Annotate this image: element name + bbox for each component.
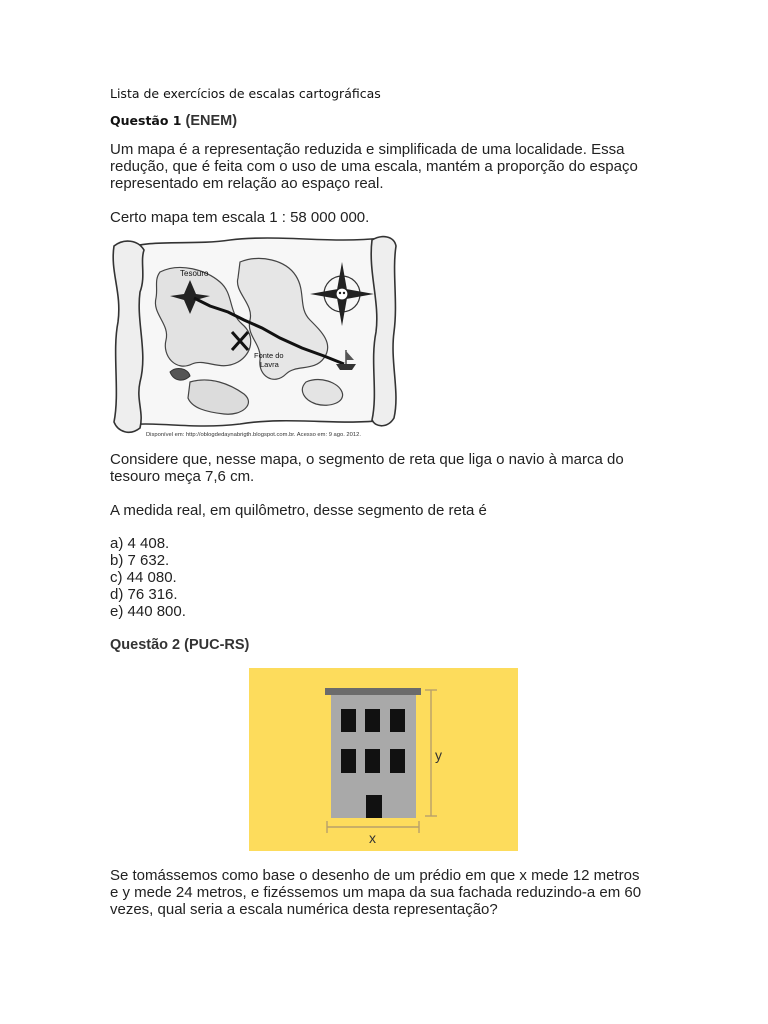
text-line: vezes, qual seria a escala numérica desta representação? [110, 901, 498, 918]
window [341, 709, 356, 732]
map-label-fountain-name: Lavra [260, 360, 279, 369]
treasure-map-illustration [110, 232, 400, 442]
option-e: e) 440 800. [110, 603, 186, 620]
map-label-fountain: Fonte do [254, 351, 284, 360]
window [341, 749, 356, 773]
map-label-treasure: Tesouro [180, 269, 209, 278]
option-d: d) 76 316. [110, 586, 178, 603]
document-title: Lista de exercícios de escalas cartográficas [110, 86, 381, 101]
question-2-heading: Questão 2 (PUC-RS) [110, 637, 250, 653]
question-1-label: Questão 1 [110, 113, 182, 128]
door [366, 795, 382, 818]
treasure-map-figure [110, 232, 400, 442]
option-a: a) 4 408. [110, 535, 170, 552]
question-1-source: (ENEM) [185, 113, 238, 129]
text-line: Se tomássemos como base o desenho de um prédio em que x mede 12 metros [110, 867, 640, 884]
option-c: c) 44 080. [110, 569, 177, 586]
scroll-roll-left [113, 241, 144, 432]
question-1-heading [110, 113, 237, 129]
text-line: Um mapa é a representação reduzida e simplificada de uma localidade. Essa [110, 141, 625, 158]
question-1-prompt: A medida real, em quilômetro, desse segmento de reta é [110, 502, 487, 519]
dimension-label-x: x [369, 830, 376, 846]
building-illustration [249, 668, 518, 851]
option-b: b) 7 632. [110, 552, 170, 569]
text-line: e y mede 24 metros, e fizéssemos um mapa da sua fachada reduzindo-a em 60 [110, 884, 642, 901]
question-2-text [110, 867, 641, 918]
question-1-scale-statement: Certo mapa tem escala 1 : 58 000 000. [110, 209, 370, 226]
question-1-consider [110, 451, 624, 485]
question-1-intro [110, 141, 638, 192]
map-caption: Disponível em: http://oblogdedaynabrigth.blogspot.com.br. Acesso em: 9 ago. 2012. [146, 432, 361, 438]
text-line: representado em relação ao espaço real. [110, 175, 384, 192]
building-roof [325, 688, 421, 695]
text-line: Considere que, nesse mapa, o segmento de reta que liga o navio à marca do [110, 451, 624, 468]
text-line: redução, que é feita com o uso de uma escala, mantém a proporção do espaço [110, 158, 638, 175]
text-line: tesouro meça 7,6 cm. [110, 468, 255, 485]
question-1-options [110, 535, 186, 620]
building-figure [249, 668, 518, 851]
window [365, 749, 380, 773]
window [390, 749, 405, 773]
window [365, 709, 380, 732]
dimension-label-y: y [435, 747, 442, 763]
window [390, 709, 405, 732]
